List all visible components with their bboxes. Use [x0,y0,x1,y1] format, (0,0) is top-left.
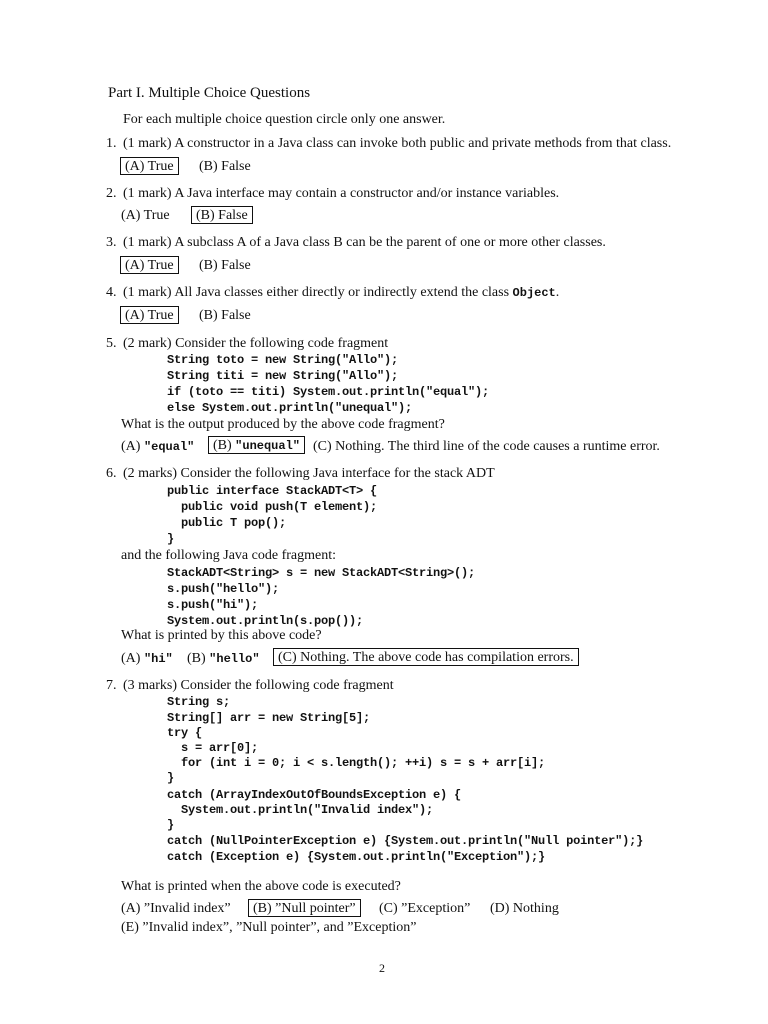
q7-question: What is printed when the above code is executed? [121,879,401,894]
q6-code2-line: System.out.println(s.pop()); [167,614,364,628]
q6-option-b[interactable] [187,651,260,667]
q7-option-c[interactable]: (C) ”Exception” [379,901,471,916]
q4-number: 4. [106,285,117,300]
q7-option-e[interactable]: (E) ”Invalid index”, ”Null pointer”, and ”Exception” [121,920,417,935]
q6-code2-line: s.push("hi"); [167,598,259,612]
q4-text-code: Object [512,286,556,300]
q6-option-a[interactable] [121,651,173,667]
q4-option-b[interactable]: (B) False [199,308,251,323]
q7-code-line: System.out.println("Invalid index"); [167,803,434,817]
q5-option-b-code: "unequal" [235,439,300,453]
q5-option-a[interactable] [121,439,194,455]
q3-number: 3. [106,235,117,250]
q6-question: What is printed by this above code? [121,628,322,643]
q6-option-b-label: (B) [187,651,210,666]
q1-option-a-selected[interactable]: (A) True [120,157,179,175]
q4-text-end: . [555,285,560,300]
q7-code-line: try { [167,726,203,740]
q6-text2: and the following Java code fragment: [121,548,336,563]
q7-text: (3 marks) Consider the following code fragment [123,678,394,693]
q6-code1-line: public interface StackADT<T> { [167,484,378,498]
q3-option-b[interactable]: (B) False [199,258,251,273]
q7-option-d[interactable]: (D) Nothing [490,901,559,916]
q5-code-line: else System.out.println("unequal"); [167,401,413,415]
q7-code-line: catch (NullPointerException e) {System.out.println("Null pointer");} [167,834,644,848]
q5-code-line: if (toto == titi) System.out.println("equal"); [167,385,490,399]
q4-option-a-selected[interactable]: (A) True [120,306,179,324]
q5-question: What is the output produced by the above code fragment? [121,417,445,432]
page-number: 2 [379,961,385,975]
q5-option-c[interactable]: (C) Nothing. The third line of the code causes a runtime error. [313,439,660,454]
q5-number: 5. [106,336,117,351]
q7-code-line: String s; [167,695,231,709]
instructions: For each multiple choice question circle only one answer. [123,112,446,127]
q6-text: (2 marks) Consider the following Java interface for the stack ADT [123,466,495,481]
q3-text: (1 mark) A subclass A of a Java class B can be the parent of one or more other classes. [123,235,606,250]
q1-number: 1. [106,136,117,151]
q1-option-b[interactable]: (B) False [199,159,251,174]
q7-option-a[interactable]: (A) ”Invalid index” [121,901,231,916]
q6-code1-line: public T pop(); [167,516,287,530]
q7-code-line: } [167,771,175,785]
q6-code1-line: public void push(T element); [167,500,378,514]
q5-code-line: String titi = new String("Allo"); [167,369,399,383]
q6-option-b-code: "hello" [209,652,260,666]
q6-code2-line: StackADT<String> s = new StackADT<String>(); [167,566,476,580]
q6-code2-line: s.push("hello"); [167,582,280,596]
q4-text-main: (1 mark) All Java classes either directly or indirectly extend the class [123,285,513,300]
q4-text [123,285,559,301]
q7-code-line: } [167,818,175,832]
q6-option-a-code: "hi" [143,652,173,666]
q7-code-line: s = arr[0]; [167,741,259,755]
q5-option-a-label: (A) [121,439,144,454]
q2-text: (1 mark) A Java interface may contain a constructor and/or instance variables. [123,186,560,201]
q5-option-a-code: "equal" [143,440,195,454]
q2-option-b-selected[interactable]: (B) False [191,206,253,224]
q5-text: (2 mark) Consider the following code fragment [123,336,389,351]
q7-option-b-selected[interactable]: (B) ”Null pointer” [248,899,361,917]
q6-code1-line: } [167,532,175,546]
q7-code-line: catch (ArrayIndexOutOfBoundsException e) { [167,788,462,802]
q7-code-line: String[] arr = new String[5]; [167,711,371,725]
q7-number: 7. [106,678,117,693]
q6-number: 6. [106,466,117,481]
q5-option-b-selected[interactable] [208,436,305,454]
q7-code-line: for (int i = 0; i < s.length(); ++i) s = s + arr[i]; [167,756,546,770]
q2-number: 2. [106,186,117,201]
q2-option-a[interactable]: (A) True [121,208,170,223]
q5-code-line: String toto = new String("Allo"); [167,353,399,367]
q1-text: (1 mark) A constructor in a Java class can invoke both public and private methods from that class. [123,136,672,151]
q6-option-a-label: (A) [121,651,144,666]
q7-code-line: catch (Exception e) {System.out.println("Exception");} [167,850,546,864]
q5-option-b-label: (B) [213,438,236,453]
q3-option-a-selected[interactable]: (A) True [120,256,179,274]
section-title: Part I. Multiple Choice Questions [108,85,311,101]
q6-option-c-selected[interactable]: (C) Nothing. The above code has compilation errors. [273,648,579,666]
